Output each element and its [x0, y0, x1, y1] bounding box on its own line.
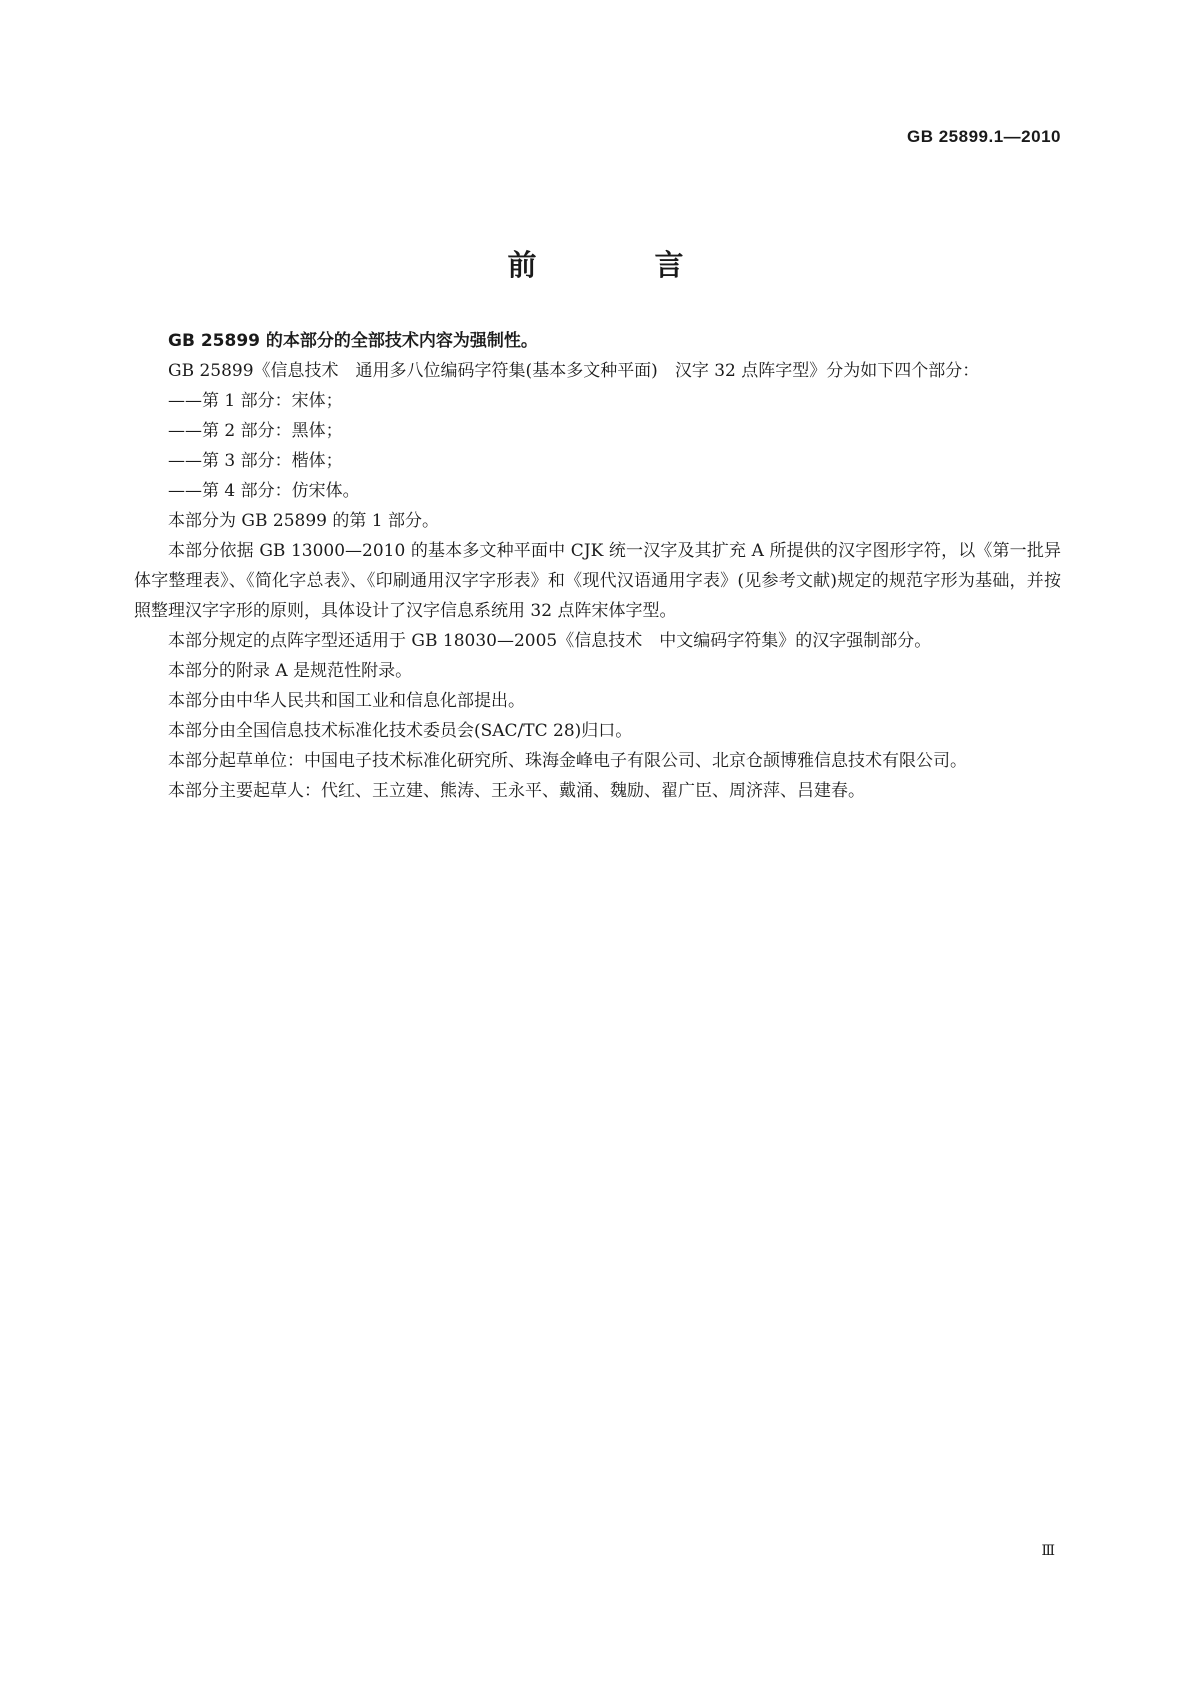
- page-number: Ⅲ: [1041, 1543, 1055, 1559]
- annex-paragraph: 本部分的附录 A 是规范性附录。: [168, 661, 413, 681]
- part-statement-paragraph: 本部分为 GB 25899 的第 1 部分。: [168, 511, 439, 531]
- drafting-units-paragraph: 本部分起草单位：中国电子技术标准化研究所、珠海金峰电子有限公司、北京仓颉博雅信息技术有限公司。: [168, 751, 967, 771]
- basis-paragraph: 本部分依据 GB 13000—2010 的基本多文种平面中 CJK 统一汉字及其扩充 A 所提供的汉字图形字符，以《第一批异体字整理表》、《简化字总表》、《印刷通用汉字字形表》和《现代汉语通用字表》(见参考文献)规定的规范字形为基础，并按照整理汉字字形的原则，具体设计了汉字信息系统用 32 点阵宋体字型。: [134, 541, 1061, 621]
- part-list-item: ——第 4 部分：仿宋体。: [168, 481, 360, 501]
- foreword-body: [134, 326, 1061, 806]
- part-list-item: ——第 2 部分：黑体；: [168, 421, 343, 441]
- part-list-item: ——第 3 部分：楷体；: [168, 451, 343, 471]
- page-title: 前 言: [507, 248, 738, 283]
- technical-committee-paragraph: 本部分由全国信息技术标准化技术委员会(SAC/TC 28)归口。: [168, 721, 633, 741]
- proposer-paragraph: 本部分由中华人民共和国工业和信息化部提出。: [168, 691, 525, 711]
- standard-code: GB 25899.1—2010: [907, 127, 1061, 146]
- applicability-paragraph: 本部分规定的点阵字型还适用于 GB 18030—2005《信息技术 中文编码字符集》的汉字强制部分。: [168, 631, 932, 651]
- parts-intro-paragraph: GB 25899《信息技术 通用多八位编码字符集(基本多文种平面) 汉字 32 点阵字型》分为如下四个部分：: [168, 361, 980, 381]
- drafters-paragraph: 本部分主要起草人：代红、王立建、熊涛、王永平、戴涌、魏励、翟广臣、周济萍、吕建春。: [168, 781, 865, 801]
- mandatory-statement: GB 25899 的本部分的全部技术内容为强制性。: [168, 331, 538, 351]
- part-list-item: ——第 1 部分：宋体；: [168, 391, 343, 411]
